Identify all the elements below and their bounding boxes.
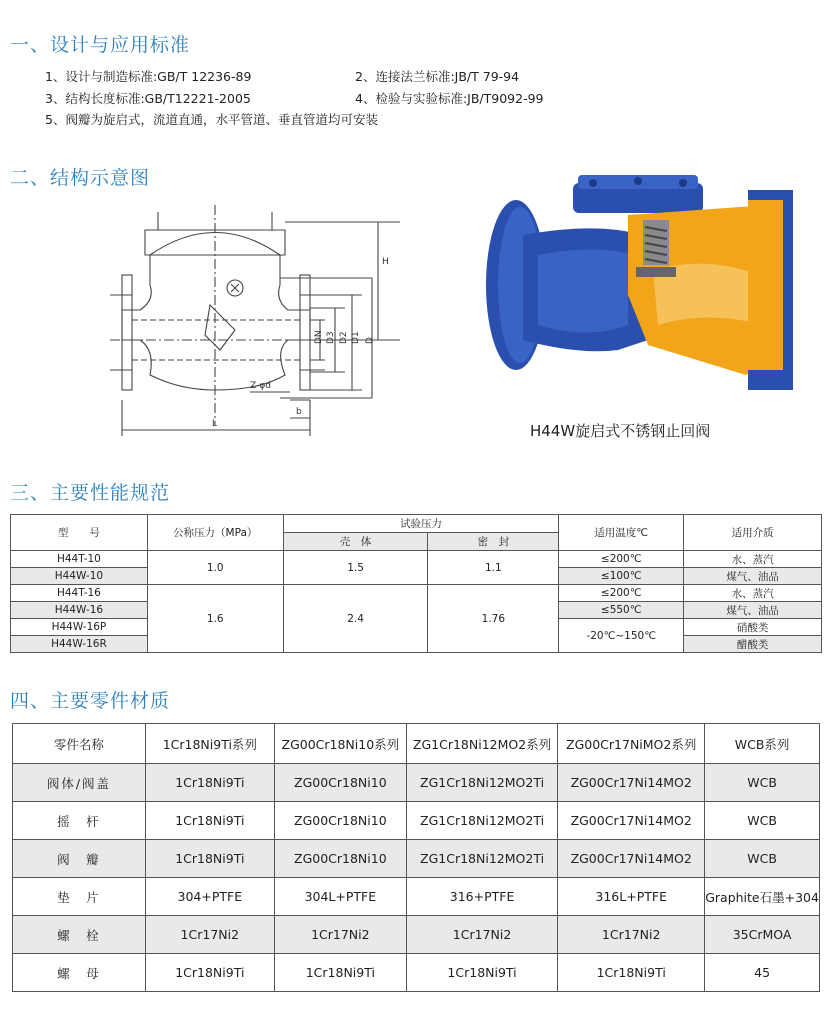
dim-label-b: b (296, 407, 302, 417)
table-cell: 阀 瓣 (13, 840, 146, 878)
table-cell: 1Cr18Ni9Ti (145, 954, 274, 992)
table-row (13, 840, 820, 878)
table-cell-model: H44T-16 (11, 585, 148, 602)
table-cell: 1Cr17Ni2 (145, 916, 274, 954)
table-cell: WCB (705, 802, 820, 840)
standard-item-4: 4、检验与实验标准:JB/T9092-99 (355, 91, 544, 106)
dim-label-d2: D2 (339, 331, 349, 344)
table-row (13, 954, 820, 992)
table-cell: ZG00Cr18Ni10 (274, 764, 406, 802)
table-cell-model: H44W-16P (11, 619, 148, 636)
materials-table (12, 723, 820, 992)
section-title-standards: 一、设计与应用标准 (10, 34, 191, 56)
dim-label-zphid: Z-φd (250, 381, 271, 391)
table-cell-seal: 1.1 (428, 551, 559, 585)
table-cell: ZG00Cr17Ni14MO2 (558, 764, 705, 802)
table-cell-pressure: 1.0 (147, 551, 283, 585)
table-cell-model: H44W-16 (11, 602, 148, 619)
header-shell: 壳 体 (283, 533, 428, 551)
table-cell: ZG00Cr17Ni14MO2 (558, 840, 705, 878)
valve-illustration (478, 175, 798, 390)
table-cell: 1Cr18Ni9Ti (145, 840, 274, 878)
table-cell: 35CrMOA (705, 916, 820, 954)
table-row (13, 916, 820, 954)
table-cell: 1Cr18Ni9Ti (145, 764, 274, 802)
table-cell-temp: -20℃~150℃ (559, 619, 684, 653)
dim-label-d: D (365, 337, 375, 344)
table-cell-temp: ≤100℃ (559, 568, 684, 585)
table-cell-shell: 2.4 (283, 585, 428, 653)
table-header-cell: ZG00Cr17NiMO2系列 (558, 724, 705, 764)
table-cell: 304+PTFE (145, 878, 274, 916)
table-cell: Graphite石墨+304 (705, 878, 820, 916)
table-cell-medium: 水、蒸汽 (684, 585, 822, 602)
header-medium: 适用介质 (684, 515, 822, 551)
table-row (13, 802, 820, 840)
section-title-performance: 三、主要性能规范 (10, 482, 171, 504)
table-cell-medium: 硝酸类 (684, 619, 822, 636)
table-header-cell: ZG1Cr18Ni12MO2系列 (406, 724, 557, 764)
section-title-materials: 四、主要零件材质 (10, 690, 171, 712)
table-cell-model: H44W-16R (11, 636, 148, 653)
dim-label-l: L (212, 419, 218, 429)
table-cell: 1Cr18Ni9Ti (145, 802, 274, 840)
table-cell-seal: 1.76 (428, 585, 559, 653)
header-seal: 密 封 (428, 533, 559, 551)
dim-label-d1: D1 (351, 331, 361, 344)
standard-item-5: 5、阀瓣为旋启式，流道直通，水平管道、垂直管道均可安装 (45, 112, 378, 127)
table-cell: 45 (705, 954, 820, 992)
table-header-cell: 1Cr18Ni9Ti系列 (145, 724, 274, 764)
table-cell-medium: 醋酸类 (684, 636, 822, 653)
standard-item-3: 3、结构长度标准:GB/T12221-2005 (45, 91, 251, 106)
table-cell: WCB (705, 840, 820, 878)
table-cell: 垫 片 (13, 878, 146, 916)
section-title-structure: 二、结构示意图 (10, 167, 151, 189)
table-cell-model: H44W-10 (11, 568, 148, 585)
dim-label-d3: D3 (326, 331, 336, 344)
table-cell: WCB (705, 764, 820, 802)
table-cell: 1Cr17Ni2 (406, 916, 557, 954)
table-cell: 304L+PTFE (274, 878, 406, 916)
header-test-pressure: 试验压力 (283, 515, 559, 533)
table-cell: ZG1Cr18Ni12MO2Ti (406, 802, 557, 840)
table-cell: ZG1Cr18Ni12MO2Ti (406, 764, 557, 802)
table-cell: 1Cr18Ni9Ti (274, 954, 406, 992)
table-cell-medium: 煤气、油品 (684, 602, 822, 619)
table-cell: 1Cr18Ni9Ti (406, 954, 557, 992)
standard-item-1: 1、设计与制造标准:GB/T 12236-89 (45, 69, 252, 84)
table-header-cell: ZG00Cr18Ni10系列 (274, 724, 406, 764)
table-cell-temp: ≤550℃ (559, 602, 684, 619)
table-cell: ZG00Cr17Ni14MO2 (558, 802, 705, 840)
table-cell: 摇 杆 (13, 802, 146, 840)
table-cell: ZG00Cr18Ni10 (274, 840, 406, 878)
table-cell-medium: 煤气、油品 (684, 568, 822, 585)
table-cell: 螺 栓 (13, 916, 146, 954)
table-cell: 阀体/阀盖 (13, 764, 146, 802)
table-row (13, 764, 820, 802)
header-pressure: 公称压力（MPa） (147, 515, 283, 551)
dim-label-dn: DN (314, 330, 324, 344)
structure-diagram (110, 200, 400, 440)
header-temperature: 适用温度℃ (559, 515, 684, 551)
table-cell: 316+PTFE (406, 878, 557, 916)
table-cell: 螺 母 (13, 954, 146, 992)
table-row (13, 878, 820, 916)
table-cell: 316L+PTFE (558, 878, 705, 916)
table-cell-model: H44T-10 (11, 551, 148, 568)
table-cell-shell: 1.5 (283, 551, 428, 585)
table-cell-medium: 水、蒸汽 (684, 551, 822, 568)
standard-item-2: 2、连接法兰标准:JB/T 79-94 (355, 69, 520, 84)
table-header-cell: WCB系列 (705, 724, 820, 764)
header-model: 型 号 (11, 515, 148, 551)
table-cell: 1Cr18Ni9Ti (558, 954, 705, 992)
dim-label-h: H (382, 257, 389, 267)
table-cell: 1Cr17Ni2 (558, 916, 705, 954)
table-cell: ZG00Cr18Ni10 (274, 802, 406, 840)
table-cell: ZG1Cr18Ni12MO2Ti (406, 840, 557, 878)
table-cell-pressure: 1.6 (147, 585, 283, 653)
table-cell-temp: ≤200℃ (559, 551, 684, 568)
valve-caption: H44W旋启式不锈钢止回阀 (530, 422, 711, 440)
performance-table (10, 514, 822, 653)
table-cell-temp: ≤200℃ (559, 585, 684, 602)
table-header-cell: 零件名称 (13, 724, 146, 764)
table-cell: 1Cr17Ni2 (274, 916, 406, 954)
